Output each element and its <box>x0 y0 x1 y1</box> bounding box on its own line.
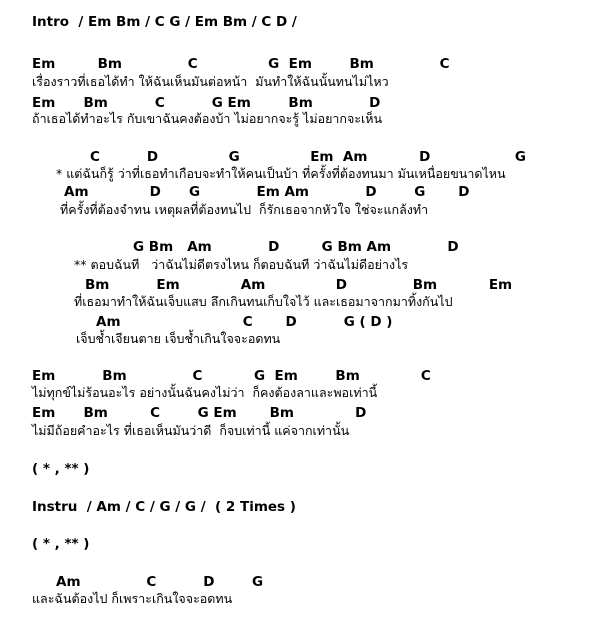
instrumental-line: Instru / Am / C / G / G / ( 2 Times ) <box>32 499 296 515</box>
lyric-line: และฉันต้องไป ก็เพราะเกินใจจะอดทน <box>32 591 233 606</box>
lyric-line: เจ็บช้ำเจียนตาย เจ็บช้ำเกินใจจะอดทน <box>76 331 281 346</box>
lyric-line: เรื่องราวที่เธอได้ทำ ให้ฉันเห็นมันต่อหน้า มันทำให้ฉันนั้นทนไม่ไหว <box>32 74 389 89</box>
intro-line: Intro / Em Bm / C G / Em Bm / C D / <box>32 14 297 30</box>
lyric-line: ที่ครั้งที่ต้องจำทน เหตุผลที่ต้องทนไป ก็รักเธอจากหัวใจ ใช่จะแกล้งทำ <box>60 202 429 217</box>
chord-line: Em Bm C G Em Bm D <box>32 405 367 421</box>
lyric-line: ** ตอบฉันที ว่าฉันไม่ดีตรงไหน ก็ตอบฉันที ว่าฉันไม่ดีอย่างไร <box>74 257 409 272</box>
chord-line: Em Bm C G Em Bm C <box>32 56 450 72</box>
chord-line: C D G Em Am D G <box>90 149 526 165</box>
lyric-line: ไม่มีถ้อยคำอะไร ที่เธอเห็นมันว่าดี ก็จบเท่านี้ แค่จากเท่านั้น <box>32 423 350 438</box>
chord-line: Bm Em Am D Bm Em <box>85 277 513 293</box>
chord-line: G Bm Am D G Bm Am D <box>133 239 459 255</box>
lyric-line: ที่เธอมาทำให้ฉันเจ็บแสบ ลึกเกินทนเก็บใจไว้ และเธอมาจากมาทิ้งกันไป <box>74 294 453 309</box>
chord-line: Em Bm C G Em Bm D <box>32 95 381 111</box>
lyric-line: ไม่ทุกข์ไม่ร้อนอะไร อย่างนั้นฉันคงไม่ว่า ก็คงต้องลาและพอเท่านี้ <box>32 385 378 400</box>
repeat-marker: ( * , ** ) <box>32 536 90 552</box>
lyric-line: ถ้าเธอได้ทำอะไร กับเขาฉันคงต้องบ้า ไม่อยากจะรู้ ไม่อยากจะเห็น <box>32 111 383 126</box>
chord-line: Am C D G ( D ) <box>96 314 393 330</box>
repeat-marker: ( * , ** ) <box>32 461 90 477</box>
chord-line: Am C D G <box>56 574 264 590</box>
lyric-line: * แต่ฉันก็รู้ ว่าที่เธอทำเกือบจะทำให้คนเป็นบ้า ที่ครั้งที่ต้องทนมา มันเหนื่อยขนาดไหน <box>56 166 506 181</box>
chord-line: Am D G Em Am D G D <box>64 184 470 200</box>
chord-line: Em Bm C G Em Bm C <box>32 368 431 384</box>
